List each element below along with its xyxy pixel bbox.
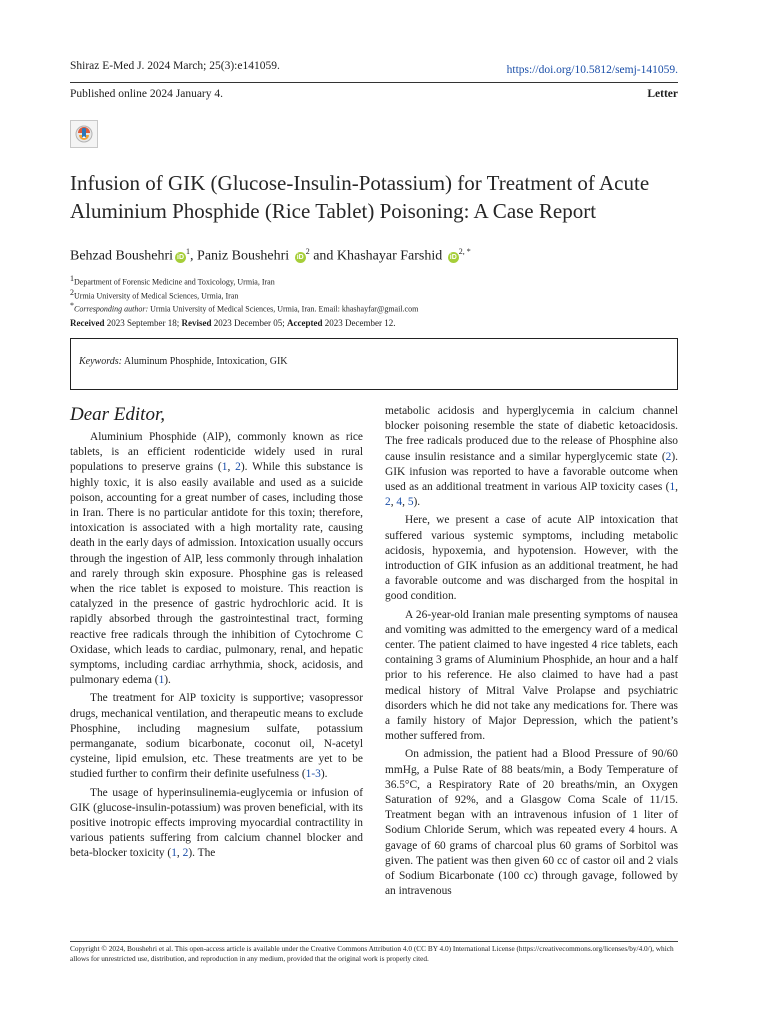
paragraph: The treatment for AlP toxicity is supportive; vasopressor drugs, mechanical ventilation, and therapeutic means to exclude Phosphine, including magnesium sulfate, potassium permanganate, sodium bicarbonate, coconut oil, N-acetyl cysteine, lipid emulsion, etc. These treatments are yet to be studied further to confirm their definite usefulness (1-3). [70,692,363,781]
salutation: Dear Editor, [70,404,165,425]
affiliations [70,274,275,301]
author-list [70,247,471,265]
copyright-footer: Copyright © 2024, Boushehri et al. This open-access article is available under the Creative Commons Attribution 4.0 (CC BY 4.0) International License (https://creativecommons.org/licenses/by/4.0/), which allows for unrestricted use, distribution, and reproduction in any medium, provided that the original work is properly cited. [70,944,674,963]
reference-link[interactable]: 2 [665,450,672,463]
author-affil-mark: 2, * [458,247,471,256]
history-dates: Received 2023 September 18; Revised 2023 December 05; Accepted 2023 December 12. [70,318,396,328]
reference-link[interactable]: 4 [396,496,403,509]
paragraph: A 26-year-old Iranian male presenting symptoms of nausea and vomiting was admitted to the emergency ward of a medical center. The patient claimed to have ingested 4 rice tablets, each containing 3 grams of Aluminium Phosphide, an hour and a half prior to his reference. He also claimed to have had a past medical history of Mitral Valve Prolapse and psychiatric disorders which he did not take any medications for. There was a family history of Major Depression, which the patient’s mother suffered from. [385,608,678,743]
author-affil-mark: 1 [186,247,191,256]
orcid-icon[interactable]: iD [177,253,185,261]
paragraph: On admission, the patient had a Blood Pressure of 90/60 mmHg, a Pulse Rate of 88 beats/min, a Body Temperature of 36.5°C, a Respiratory Rate of 20 breaths/min, an Oxygen Saturation of 92%, and a Glasgow Coma Scale of 11/15. Treatment began with an intravenous infusion of 1 liter of Sodium Chloride Serum, which was repeated every 4 hours. A gavage of 60 grams of charcoal plus 60 grams of Sorbitol was given. The patient was then given 60 cc of castor oil and 2 vials of Sodium Bicarbonate (100 cc) through gavage, followed by an intravenous [385,748,678,898]
author-separator: and [309,248,337,264]
reference-link[interactable]: 2 [385,496,391,509]
reference-link[interactable]: 1 [158,674,165,687]
corresponding-author: *Corresponding author: Urmia University of Medical Sciences, Urmia, Iran. Email: khashayfar@gmail.com [70,301,419,314]
body-column-left [70,404,363,865]
author-separator: , [190,248,198,264]
doi-link[interactable]: https://doi.org/10.5812/semj-141059. [506,64,678,76]
paragraph: Aluminium Phosphide (AlP), commonly known as rice tablets, is an efficient rodenticide widely used in rural populations to preserve grains (1, 2). While this substance is highly toxic, it is also easily available and used as a suicide poison, accounting for a great number of cases, including those in Iran. There is no particular antidote for this toxin; therefore, intoxication is associated with a high mortality rate, causing death in the early days of admission. Intoxication usually occurs through the ingestion of AlP, less commonly through inhalation and rarely through skin exposure. Phosphine gas is released when the rice tablet is exposed to moisture. This reaction is catalyzed in the presence of gastric hydrochloric acid. It is rapidly absorbed through the gastrointestinal tract, forming reactive free radicals through the inhibition of Cytochrome C Oxidase, which leads to cardiac, pulmonary, renal, and hepatic symptoms, including cardiac arrhythmia, shock, acidosis, and pulmonary edema (1). [70,431,363,687]
published-date: Published online 2024 January 4. [70,88,223,100]
reference-link[interactable]: 2 [235,461,241,474]
author-affil-mark: 2 [305,247,310,256]
reference-link[interactable]: 5 [407,496,414,509]
keywords-text: Aluminum Phosphide, Intoxication, GIK [121,356,288,367]
reference-link[interactable]: 1 [221,461,228,474]
reference-link[interactable]: 2 [182,847,189,860]
keywords-label: Keywords: [79,356,122,367]
affiliation-item: $^1$Department of Forensic Medicine and Toxicology, Urmia, Iran [70,274,275,287]
footer-rule [70,941,678,942]
author-name: Behzad Boushehri [70,248,174,264]
check-for-updates-icon[interactable] [70,120,98,148]
paragraph: metabolic acidosis and hyperglycemia in calcium channel blocker poisoning resemble the state of diabetic ketoacidosis. The free radicals produced due to the release of Phosphine also cause insulin resistance and a similar hyperglycemic state (2). GIK infusion was reported to have a favorable outcome when used as an additional treatment in various AlP toxicity cases (1, 2, 4, 5). [385,405,678,509]
keywords-box [70,338,678,390]
author-name: Paniz Boushehri [197,248,290,264]
header-rule [70,82,678,83]
article-type: Letter [647,88,678,100]
paragraph: The usage of hyperinsulinemia-euglycemia or infusion of GIK (glucose-insulin-potassium) was proven beneficial, with its positive inotropic effects improving myocardial contractility in various patients suffering from calcium channel blocker and beta-blocker toxicity (1, 2). The [70,786,363,860]
body-column-right [385,404,678,903]
corresponding-label: Corresponding author: [74,304,149,314]
paragraph: Here, we present a case of acute AlP intoxication that suffered various systemic symptoms, including metabolic acidosis, hypoxemia, and hypotension. However, with the introduction of GIK infusion as an additional treatment, he had a favorable outcome and was discharged from the hospital in good condition. [385,514,678,603]
author-name: Khashayar Farshid [336,248,443,264]
orcid-icon[interactable]: iD [296,253,304,261]
reference-link[interactable]: 1 [669,481,676,494]
journal-citation: Shiraz E-Med J. 2024 March; 25(3):e141059. [70,60,280,72]
orcid-icon[interactable]: iD [449,253,457,261]
article-title: Infusion of GIK (Glucose-Insulin-Potassium) for Treatment of Acute Aluminium Phosphide (Rice Tablet) Poisoning: A Case Report [70,171,650,223]
reference-link[interactable]: 1 [171,847,177,860]
affiliation-item: $^2$Urmia University of Medical Sciences, Urmia, Iran [70,287,239,301]
reference-link[interactable]: 1-3 [305,768,321,781]
